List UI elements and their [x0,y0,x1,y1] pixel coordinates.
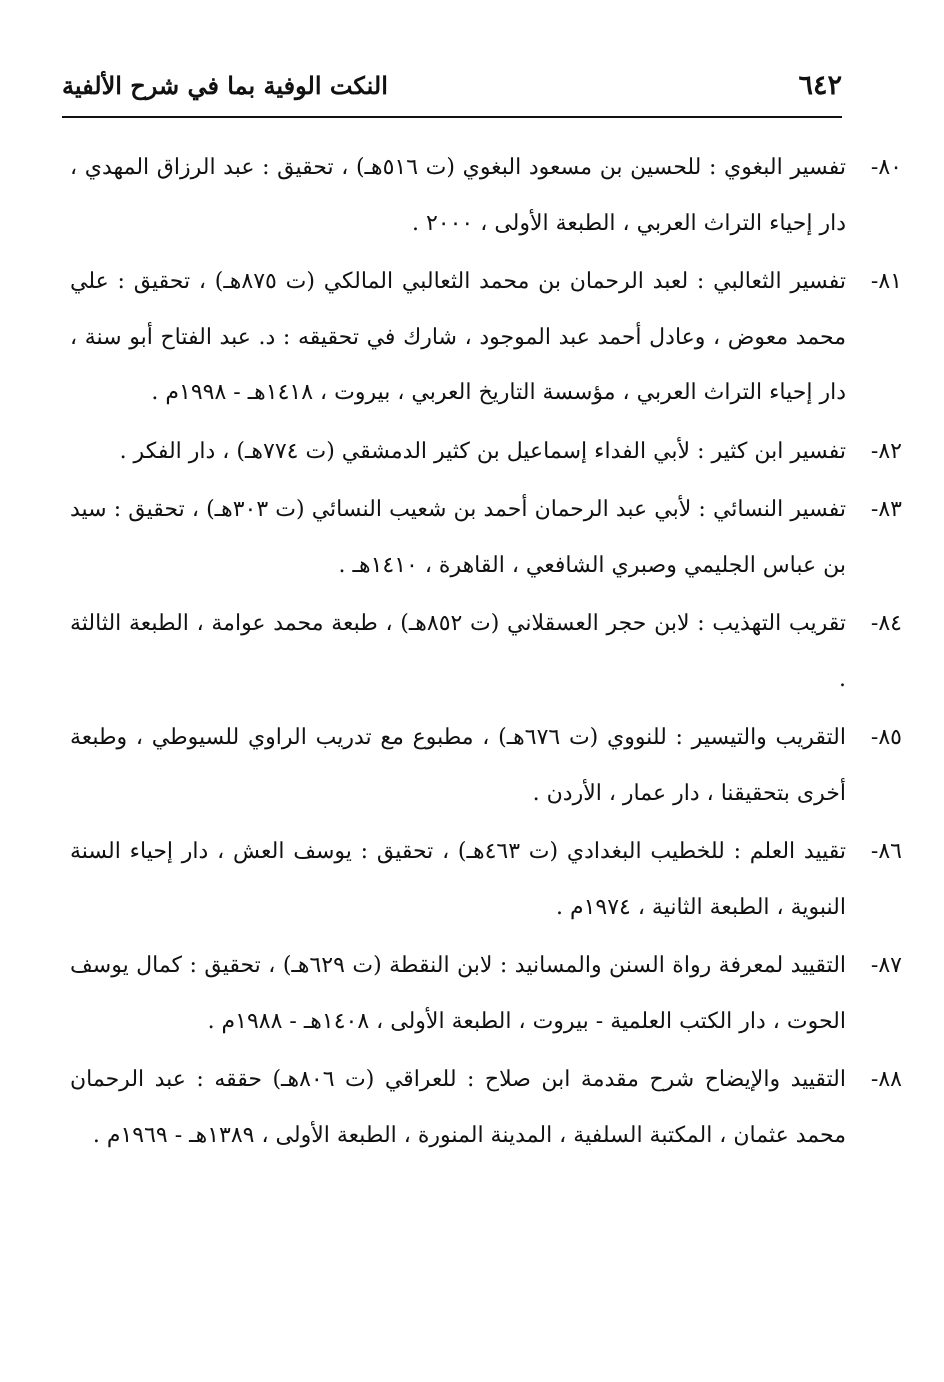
entry-number: ٨٣- [870,497,902,522]
header-rule [62,116,842,118]
entry-number: ٨٤- [870,611,902,636]
entry-text: تفسير ابن كثير : لأبي الفداء إسماعيل بن كثير الدمشقي (ت ٧٧٤هـ) ، دار الفكر . [119,438,846,464]
entry-text: تفسير البغوي : للحسين بن مسعود البغوي (ت ٥١٦هـ) ، تحقيق : عبد الرزاق المهدي ، دار إحياء التراث العربي ، الطبعة الأولى ، ٢٠٠٠ . [70,155,846,236]
page-header [62,68,842,108]
entry-text: التقريب والتيسير : للنووي (ت ٦٧٦هـ) ، مطبوع مع تدريب الراوي للسيوطي ، وطبعة أخرى بتحقيقنا ، دار عمار ، الأردن . [70,725,846,806]
entry-text: تقييد العلم : للخطيب البغدادي (ت ٤٦٣هـ) ، تحقيق : يوسف العش ، دار إحياء السنة النبوية ، الطبعة الثانية ، ١٩٧٤م . [70,839,846,920]
bibliography-entry-82 [66,424,902,480]
entry-number: ٨٦- [870,839,902,864]
bibliography-entry-87 [66,938,902,1049]
bibliography-entry-80 [66,140,902,251]
entry-number: ٨٧- [870,953,902,978]
bibliography-entry-83 [66,482,902,593]
running-title: النكت الوفية بما في شرح الألفية [62,71,388,100]
entry-number: ٨٨- [870,1067,902,1092]
entry-number: ٨٥- [870,725,902,750]
page-number: ٦٤٢ [798,70,842,101]
bibliography-entry-86 [66,824,902,935]
bibliography-entry-88 [66,1052,902,1163]
entry-text: تقريب التهذيب : لابن حجر العسقلاني (ت ٨٥٢هـ) ، طبعة محمد عوامة ، الطبعة الثالثة . [70,611,846,692]
entry-number: ٨١- [870,269,902,294]
entry-number: ٨٢- [870,438,902,464]
bibliography-list [66,140,902,1166]
entry-text: التقييد والإيضاح شرح مقدمة ابن صلاح : للعراقي (ت ٨٠٦هـ) حققه : عبد الرحمان محمد عثمان ، المكتبة السلفية ، المدينة المنورة ، الطبعة الأولى ، ١٣٨٩هـ - ١٩٦٩م . [70,1067,846,1148]
bibliography-entry-81 [66,254,902,421]
entry-text: تفسير الثعالبي : لعبد الرحمان بن محمد الثعالبي المالكي (ت ٨٧٥هـ) ، تحقيق : علي محمد معوض ، وعادل أحمد عبد الموجود ، شارك في تحقيقه : د. عبد الفتاح أبو سنة ، دار إحياء التراث العربي ، مؤسسة التاريخ العربي ، بيروت ، ١٤١٨هـ - ١٩٩٨م . [70,269,846,405]
entry-text: التقييد لمعرفة رواة السنن والمسانيد : لابن النقطة (ت ٦٢٩هـ) ، تحقيق : كمال يوسف الحوت ، دار الكتب العلمية - بيروت ، الطبعة الأولى ، ١٤٠٨هـ - ١٩٨٨م . [70,953,847,1034]
bibliography-entry-84 [66,596,902,707]
entry-number: ٨٠- [870,155,902,180]
entry-text: تفسير النسائي : لأبي عبد الرحمان أحمد بن شعيب النسائي (ت ٣٠٣هـ) ، تحقيق : سيد بن عباس الجليمي وصبري الشافعي ، القاهرة ، ١٤١٠هـ . [70,497,846,578]
bibliography-entry-85 [66,710,902,821]
